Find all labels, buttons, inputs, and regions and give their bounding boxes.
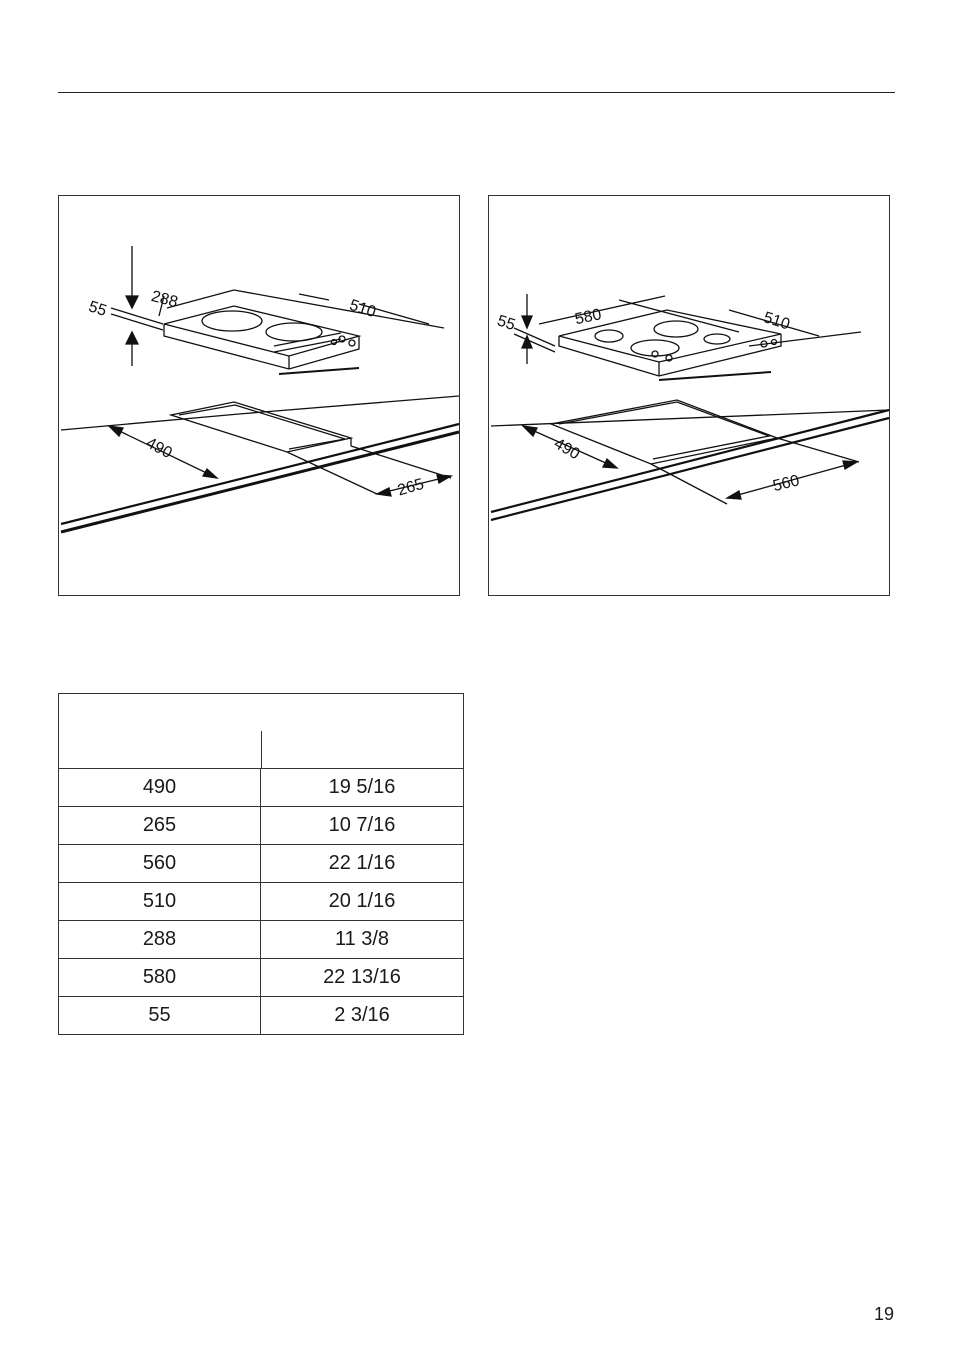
page-number: 19	[874, 1304, 895, 1324]
cell-mm: 490	[59, 769, 261, 807]
cell-mm: 265	[59, 807, 261, 845]
cell-inches: 20 1/16	[261, 883, 464, 921]
header-mm	[59, 694, 261, 769]
label-cutout-depth: 490	[143, 434, 175, 463]
cell-mm: 580	[59, 959, 261, 997]
table-row	[59, 997, 464, 1035]
cell-inches: 22 13/16	[261, 959, 464, 997]
cell-inches: 22 1/16	[261, 845, 464, 883]
figure-two-zone-hob	[58, 195, 460, 596]
label-depth: 510	[347, 296, 378, 322]
two-zone-hob-drawing	[59, 196, 461, 597]
label-depth: 510	[761, 309, 792, 334]
header-rule	[58, 92, 895, 93]
cell-mm: 55	[59, 997, 261, 1035]
header-divider	[261, 731, 262, 768]
cell-inches: 10 7/16	[261, 807, 464, 845]
label-cutout-width: 265	[395, 475, 426, 500]
label-width: 580	[573, 306, 604, 329]
cell-inches: 19 5/16	[261, 769, 464, 807]
cell-mm: 510	[59, 883, 261, 921]
cell-mm: 560	[59, 845, 261, 883]
table-row	[59, 921, 464, 959]
label-cutout-width: 560	[771, 472, 802, 496]
label-height: 55	[86, 298, 109, 320]
header-inches	[261, 694, 464, 769]
label-height: 55	[495, 312, 518, 335]
cell-mm: 288	[59, 921, 261, 959]
four-zone-hob-drawing	[489, 196, 891, 597]
cell-inches: 2 3/16	[261, 997, 464, 1035]
table-row	[59, 883, 464, 921]
table-row	[59, 845, 464, 883]
dimension-table	[58, 693, 464, 1035]
table-row	[59, 769, 464, 807]
table-row	[59, 807, 464, 845]
table-header-row	[59, 694, 464, 769]
figure-four-zone-hob	[488, 195, 890, 596]
table-row	[59, 959, 464, 997]
label-cutout-depth: 490	[550, 435, 583, 464]
label-width: 288	[149, 287, 180, 312]
cell-inches: 11 3/8	[261, 921, 464, 959]
